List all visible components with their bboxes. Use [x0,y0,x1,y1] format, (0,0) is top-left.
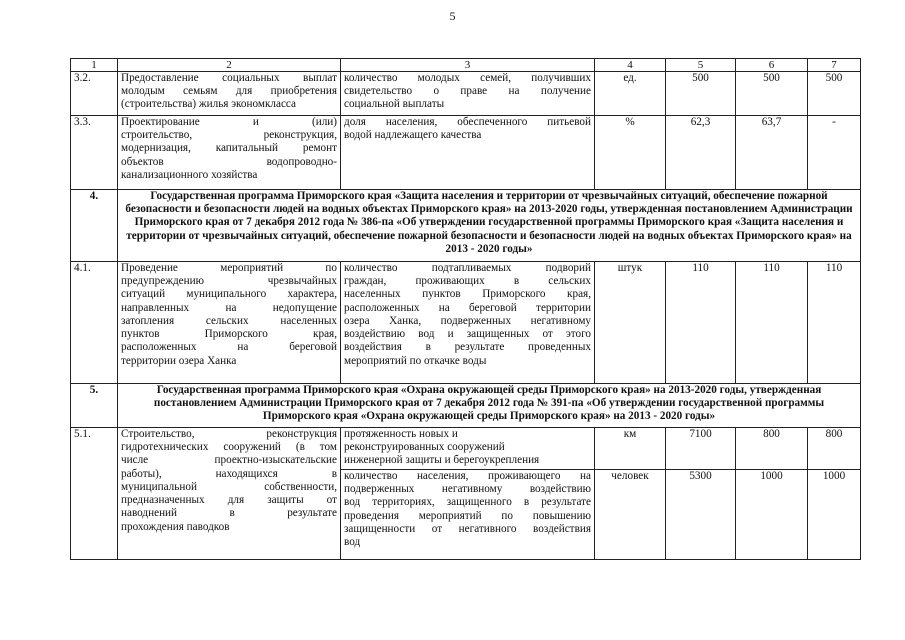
table-row [71,262,861,384]
indicator-line: социальной выплаты [344,98,445,111]
activity-cell [118,262,341,384]
activity-line: муниципальной собственности, [121,480,337,493]
column-header: 1 [71,59,118,72]
column-header: 7 [808,59,861,72]
unit-cell: % [595,116,666,190]
table-row [71,116,861,190]
indicator-cell [341,116,595,190]
indicator-line: населенных пунктов Приморского края, [344,288,591,301]
activity-line: молодым семьям для приобретения [121,85,337,98]
indicator-line: расположенных на береговой территории [344,301,591,314]
header-row [71,59,861,72]
indicator-line: мероприятий по откачке воды [344,354,487,367]
column-header: 6 [736,59,808,72]
indicator-cell [341,428,595,470]
value-cell: 800 [808,428,861,470]
table-row [71,428,861,470]
activity-line: гидротехнических сооружений (в том [121,441,337,454]
indicator-line: свидетельство о праве на получение [344,85,591,98]
value-cell: 110 [666,262,736,384]
value-cell: 7100 [666,428,736,470]
activity-line: (строительства) жилья экономкласса [121,98,296,111]
indicator-line: воздействия в результате проведенных [344,341,591,354]
activity-line: числе проектно-изыскательские [121,454,337,467]
activity-line: прохождения паводков [121,520,230,533]
row-number: 3.3. [71,116,118,190]
activity-line: канализационного хозяйства [121,168,258,181]
value-cell: 110 [808,262,861,384]
value-cell: 500 [736,72,808,116]
row-number: 5.1. [71,428,118,560]
activity-line: направленных на недопущение [121,301,337,314]
page-number: 5 [449,9,456,23]
indicator-line: проведения мероприятий по повышению [344,509,591,522]
value-cell: 500 [808,72,861,116]
indicator-line: протяженность новых и [344,428,458,440]
indicator-line: воздействию вод и защищенных от этого [344,328,591,341]
section-number: 5. [71,384,118,428]
indicator-line: защищенности от негативного воздействия [344,522,591,535]
unit-cell: штук [595,262,666,384]
indicator-line: количество подтапливаемых подворий [344,262,591,274]
activity-line: строительство, реконструкция, [121,129,337,142]
activity-line: Строительство, реконструкция [121,428,337,440]
indicator-line: вод территориях, защищенного в результате [344,496,591,509]
activity-line: Проектирование и (или) [121,116,337,128]
row-number: 3.2. [71,72,118,116]
section-number: 4. [71,190,118,262]
activity-line: расположенных на береговой [121,341,337,354]
activity-line: пунктов Приморского края, [121,328,337,341]
column-header: 2 [118,59,341,72]
section-title: Государственная программа Приморского края «Охрана окружающей среды Приморского края» на 2013-2020 годы, утвержденная постановлением Администрации Приморского края от 7 декабря 2012 года № 391-па «Об утверждении государственной программы Приморского края «Охрана окружающей среды Приморского края» на 2013 - 2020 годы» [118,384,861,428]
value-cell: 5300 [666,470,736,560]
value-cell: 63,7 [736,116,808,190]
activity-line: Проведение мероприятий по [121,262,337,274]
value-cell: 62,3 [666,116,736,190]
section-row [71,190,861,262]
value-cell: 110 [736,262,808,384]
indicator-cell [341,262,595,384]
value-cell: 1000 [736,470,808,560]
indicator-line: вод [344,536,361,549]
activity-line: модернизация, капитальный ремонт [121,142,337,155]
section-row [71,384,861,428]
activity-line: наводнений в результате [121,507,337,520]
indicator-line: количество молодых семей, получивших [344,72,591,84]
activity-line: объектов водопроводно- [121,155,337,168]
unit-cell: ед. [595,72,666,116]
activity-cell [118,116,341,190]
activity-line: работы), находящихся в [121,467,337,480]
indicator-line: доля населения, обеспеченного питьевой [344,116,591,128]
indicator-line: водой надлежащего качества [344,129,482,142]
indicator-cell [341,470,595,560]
value-cell: - [808,116,861,190]
row-number: 4.1. [71,262,118,384]
activity-line: территории озера Ханка [121,354,237,367]
activity-line: затопления сельских населенных [121,314,337,327]
activity-line: предупреждению чрезвычайных [121,275,337,288]
column-header: 4 [595,59,666,72]
value-cell: 500 [666,72,736,116]
indicator-line: озера Ханка, подверженных негативному [344,314,591,327]
table-row [71,72,861,116]
activity-line: Предоставление социальных выплат [121,72,337,84]
indicators-table [70,58,861,560]
column-header: 5 [666,59,736,72]
indicator-line: инженерной защиты и берегоукрепления [344,454,540,467]
value-cell: 1000 [808,470,861,560]
activity-cell [118,428,341,560]
indicator-cell [341,72,595,116]
indicator-line: граждан, проживающих в сельских [344,275,591,288]
section-title: Государственная программа Приморского края «Защита населения и территории от чрезвычайных ситуаций, обеспечение пожарной безопасности и безопасности людей на водных объектах Приморского края» на 2013-2020 годы, утвержденная постановлением Администрации Приморского края от 7 декабря 2012 года № 386-па «Об утверждении государственной программы Приморского края «Защита населения и территории от чрезвычайных ситуаций, обеспечение пожарной безопасности и безопасности людей на водных объектах Приморского края» на 2013 - 2020 годы» [118,190,861,262]
indicator-line: количество населения, проживающего на [344,470,591,482]
activity-line: предназначенных для защиты от [121,494,337,507]
indicator-line: подверженных негативному воздействию [344,483,591,496]
value-cell: 800 [736,428,808,470]
unit-cell: км [595,428,666,470]
unit-cell: человек [595,470,666,560]
column-header: 3 [341,59,595,72]
activity-cell [118,72,341,116]
indicator-line: реконструированных сооружений [344,441,505,454]
activity-line: ситуаций муниципального характера, [121,288,337,301]
